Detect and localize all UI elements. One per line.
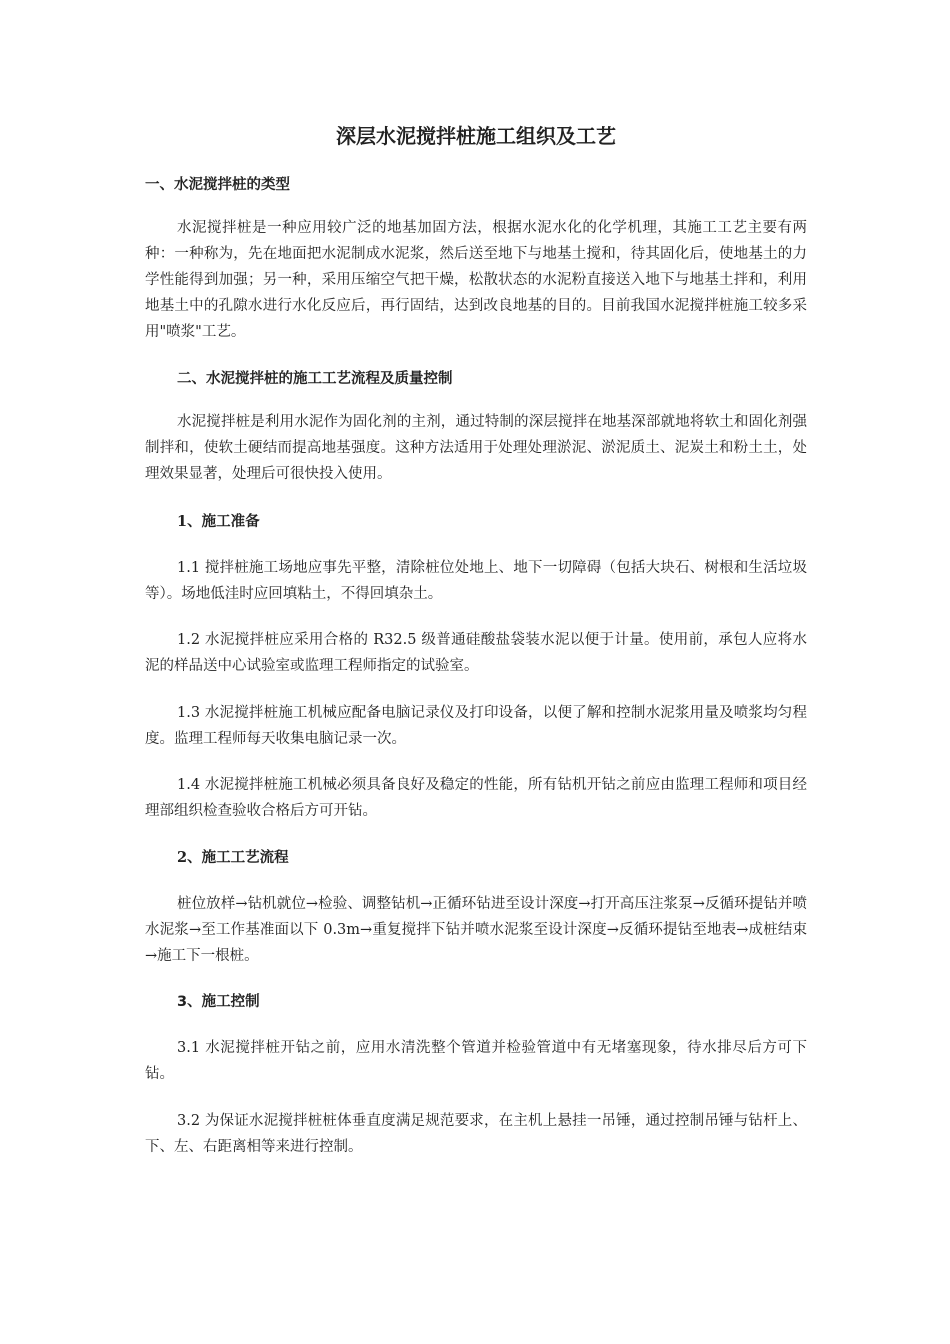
control-heading: 3、施工控制 [177, 994, 260, 1010]
control-item-2: 3.2 为保证水泥搅拌桩桩体垂直度满足规范要求，在主机上悬挂一吊锤，通过控制吊锤与钻杆上、下、左、右距离相等来进行控制。 [145, 1113, 807, 1155]
control-item-1: 3.1 水泥搅拌桩开钻之前，应用水清洗整个管道并检验管道中有无堵塞现象，待水排尽后方可下钻。 [145, 1040, 807, 1082]
section1-heading: 一、水泥搅拌桩的类型 [145, 177, 290, 193]
prep-heading: 1、施工准备 [177, 513, 260, 530]
section2-heading: 二、水泥搅拌桩的施工工艺流程及质量控制 [177, 371, 453, 387]
prep-item-4: 1.4 水泥搅拌桩施工机械必须具备良好及稳定的性能，所有钻机开钻之前应由监理工程师和项目经理部组织检查验收合格后方可开钻。 [145, 777, 807, 819]
section1-paragraph: 水泥搅拌桩是一种应用较广泛的地基加固方法，根据水泥水化的化学机理，其施工工艺主要有两种：一种称为，先在地面把水泥制成水泥浆，然后送至地下与地基土搅和，待其固化后，使地基土的力学性能得到加强；另一种，采用压缩空气把干燥，松散状态的水泥粉直接送入地下与地基土拌和，利用地基土中的孔隙水进行水化反应后，再行固结，达到改良地基的目的。目前我国水泥搅拌桩施工较多采用"喷浆"工艺。 [145, 220, 807, 340]
flow-paragraph: 桩位放样→钻机就位→检验、调整钻机→正循环钻进至设计深度→打开高压注浆泵→反循环提钻并喷水泥浆→至工作基准面以下 0.3m→重复搅拌下钻并喷水泥浆至设计深度→反循环提钻至地表→成桩结束→施工下一根桩。 [145, 896, 807, 964]
prep-item-2: 1.2 水泥搅拌桩应采用合格的 R32.5 级普通硅酸盐袋装水泥以便于计量。使用前，承包人应将水泥的样品送中心试验室或监理工程师指定的试验室。 [145, 632, 807, 674]
prep-item-3: 1.3 水泥搅拌桩施工机械应配备电脑记录仪及打印设备，以便了解和控制水泥浆用量及喷浆均匀程度。监理工程师每天收集电脑记录一次。 [145, 705, 807, 747]
flow-heading: 2、施工工艺流程 [177, 849, 289, 866]
prep-item-1: 1.1 搅拌桩施工场地应事先平整，清除桩位处地上、地下一切障碍（包括大块石、树根和生活垃圾等）。场地低洼时应回填粘土，不得回填杂土。 [145, 560, 807, 602]
section2-paragraph: 水泥搅拌桩是利用水泥作为固化剂的主剂，通过特制的深层搅拌在地基深部就地将软土和固化剂强制拌和，使软土硬结而提高地基强度。这种方法适用于处理处理淤泥、淤泥质土、泥炭土和粉土土，处理效果显著，处理后可很快投入使用。 [145, 414, 807, 482]
document-title: 深层水泥搅拌桩施工组织及工艺 [336, 124, 616, 148]
